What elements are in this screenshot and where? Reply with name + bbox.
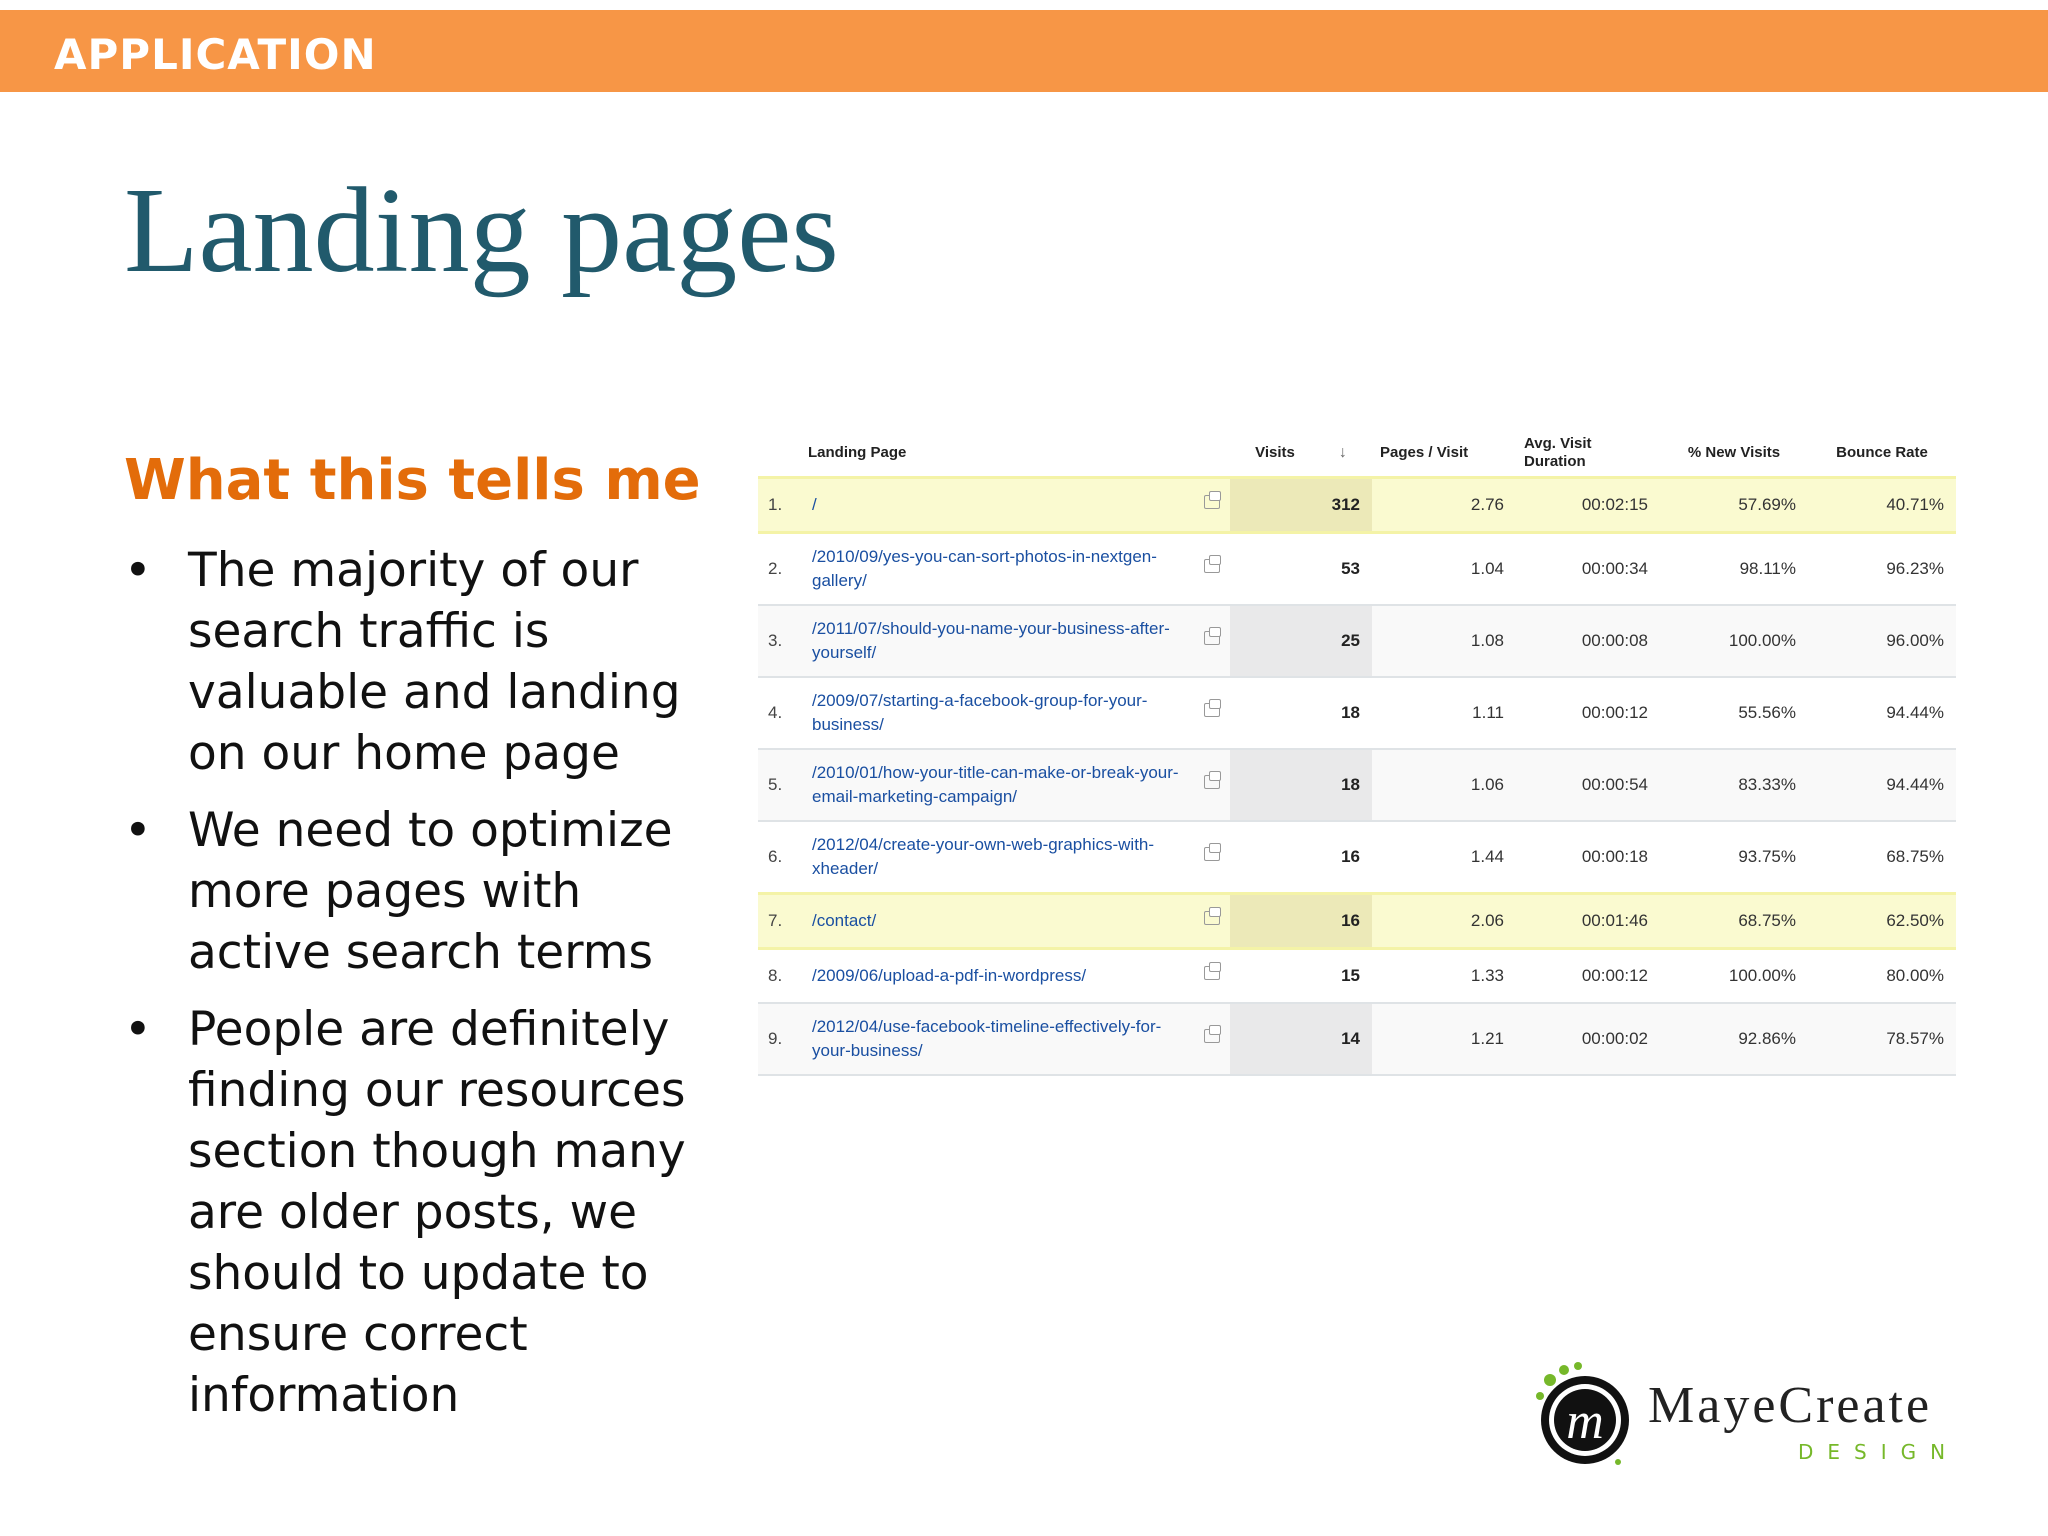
open-external-icon[interactable] xyxy=(1204,495,1220,509)
pages-per-visit-cell: 1.04 xyxy=(1372,533,1516,606)
open-external-icon[interactable] xyxy=(1204,703,1220,717)
column-header-landing-page[interactable]: Landing Page xyxy=(808,444,907,461)
slide-title: Landing pages xyxy=(124,163,839,298)
visits-cell: 14 xyxy=(1230,1003,1372,1075)
table-header-row xyxy=(758,430,1956,478)
open-external-icon[interactable] xyxy=(1204,911,1220,925)
table-row[interactable] xyxy=(758,533,1956,606)
visits-cell: 16 xyxy=(1230,821,1372,894)
landing-page-link[interactable] xyxy=(800,894,1230,949)
row-index: 7. xyxy=(758,894,800,949)
visits-cell: 18 xyxy=(1230,749,1372,821)
pages-per-visit-cell: 1.08 xyxy=(1372,605,1516,677)
landing-page-link[interactable] xyxy=(800,949,1230,1004)
landing-page-link[interactable] xyxy=(800,1003,1230,1075)
bounce-rate-cell: 94.44% xyxy=(1808,677,1956,749)
table-row[interactable] xyxy=(758,677,1956,749)
column-header-index xyxy=(758,430,800,478)
bounce-rate-cell: 80.00% xyxy=(1808,949,1956,1004)
open-external-icon[interactable] xyxy=(1204,847,1220,861)
column-header-pages-visit[interactable]: Pages / Visit xyxy=(1380,444,1469,461)
section-label: APPLICATION xyxy=(54,30,377,79)
logo-wordmark: MayeCreate xyxy=(1648,1377,1933,1434)
company-logo xyxy=(1530,1358,1970,1468)
bounce-rate-cell: 40.71% xyxy=(1808,478,1956,533)
pages-per-visit-cell: 2.76 xyxy=(1372,478,1516,533)
column-header-avg-visit-duration[interactable]: Avg. Visit Duration xyxy=(1524,435,1592,470)
open-external-icon[interactable] xyxy=(1204,1029,1220,1043)
pages-per-visit-cell: 2.06 xyxy=(1372,894,1516,949)
avg-duration-cell: 00:00:08 xyxy=(1516,605,1660,677)
column-header-visits-label: Visits xyxy=(1255,444,1295,461)
pages-per-visit-cell: 1.21 xyxy=(1372,1003,1516,1075)
landing-page-link[interactable] xyxy=(800,533,1230,606)
row-index: 1. xyxy=(758,478,800,533)
row-index: 4. xyxy=(758,677,800,749)
row-index: 3. xyxy=(758,605,800,677)
landing-page-link[interactable] xyxy=(800,478,1230,533)
table-row[interactable] xyxy=(758,1003,1956,1075)
visits-cell: 18 xyxy=(1230,677,1372,749)
bullet-item: • The majority of our search traffic is valuable and landing on our home page xyxy=(124,540,724,784)
landing-page-path[interactable]: /2011/07/should-you-name-your-business-after-yourself/ xyxy=(812,619,1170,662)
table-body xyxy=(758,478,1956,1076)
avg-duration-cell: 00:00:12 xyxy=(1516,949,1660,1004)
pages-per-visit-cell: 1.06 xyxy=(1372,749,1516,821)
logo-tagline: DESIGN xyxy=(1798,1440,1960,1464)
avg-duration-cell: 00:00:54 xyxy=(1516,749,1660,821)
visits-cell: 53 xyxy=(1230,533,1372,606)
avg-duration-cell: 00:00:02 xyxy=(1516,1003,1660,1075)
visits-cell: 15 xyxy=(1230,949,1372,1004)
landing-page-path[interactable]: /contact/ xyxy=(812,911,877,930)
open-external-icon[interactable] xyxy=(1204,966,1220,980)
new-visits-cell: 100.00% xyxy=(1660,949,1808,1004)
landing-page-link[interactable] xyxy=(800,749,1230,821)
landing-page-path[interactable]: /2010/09/yes-you-can-sort-photos-in-nextgen-gallery/ xyxy=(812,547,1157,590)
bounce-rate-cell: 96.23% xyxy=(1808,533,1956,606)
landing-page-link[interactable] xyxy=(800,821,1230,894)
landing-page-path[interactable]: /2012/04/create-your-own-web-graphics-with-xheader/ xyxy=(812,835,1155,878)
row-index: 2. xyxy=(758,533,800,606)
landing-page-path[interactable]: /2012/04/use-facebook-timeline-effectively-for-your-business/ xyxy=(812,1017,1162,1060)
svg-text:m: m xyxy=(1566,1393,1604,1450)
table-row[interactable] xyxy=(758,605,1956,677)
landing-page-path[interactable]: /2009/06/upload-a-pdf-in-wordpress/ xyxy=(812,966,1087,985)
table-row[interactable] xyxy=(758,949,1956,1004)
landing-page-path[interactable]: / xyxy=(812,495,817,514)
open-external-icon[interactable] xyxy=(1204,631,1220,645)
table-row[interactable] xyxy=(758,478,1956,533)
logo-mark-icon xyxy=(1530,1358,1640,1468)
new-visits-cell: 57.69% xyxy=(1660,478,1808,533)
bounce-rate-cell: 78.57% xyxy=(1808,1003,1956,1075)
visits-cell: 312 xyxy=(1230,478,1372,533)
bounce-rate-cell: 68.75% xyxy=(1808,821,1956,894)
table-row[interactable] xyxy=(758,749,1956,821)
bullet-list xyxy=(124,540,724,1442)
new-visits-cell: 55.56% xyxy=(1660,677,1808,749)
table-row[interactable] xyxy=(758,821,1956,894)
column-header-new-visits[interactable]: % New Visits xyxy=(1687,444,1781,461)
avg-duration-cell: 00:00:18 xyxy=(1516,821,1660,894)
open-external-icon[interactable] xyxy=(1204,775,1220,789)
sort-descending-icon[interactable]: ↓ xyxy=(1338,444,1347,461)
bullet-item: • We need to optimize more pages with active search terms xyxy=(124,800,724,983)
landing-page-path[interactable]: /2009/07/starting-a-facebook-group-for-your-business/ xyxy=(812,691,1148,734)
avg-duration-cell: 00:01:46 xyxy=(1516,894,1660,949)
bounce-rate-cell: 96.00% xyxy=(1808,605,1956,677)
visits-cell: 25 xyxy=(1230,605,1372,677)
new-visits-cell: 93.75% xyxy=(1660,821,1808,894)
avg-duration-cell: 00:00:12 xyxy=(1516,677,1660,749)
sub-heading: What this tells me xyxy=(124,448,701,513)
new-visits-cell: 68.75% xyxy=(1660,894,1808,949)
new-visits-cell: 100.00% xyxy=(1660,605,1808,677)
landing-page-link[interactable] xyxy=(800,605,1230,677)
landing-page-path[interactable]: /2010/01/how-your-title-can-make-or-break-your-email-marketing-campaign/ xyxy=(812,763,1179,806)
landing-page-link[interactable] xyxy=(800,677,1230,749)
table-row[interactable] xyxy=(758,894,1956,949)
visits-cell: 16 xyxy=(1230,894,1372,949)
row-index: 6. xyxy=(758,821,800,894)
open-external-icon[interactable] xyxy=(1204,559,1220,573)
bounce-rate-cell: 94.44% xyxy=(1808,749,1956,821)
row-index: 9. xyxy=(758,1003,800,1075)
new-visits-cell: 98.11% xyxy=(1660,533,1808,606)
row-index: 5. xyxy=(758,749,800,821)
bounce-rate-cell: 62.50% xyxy=(1808,894,1956,949)
column-header-visits[interactable] xyxy=(1230,430,1372,478)
avg-duration-cell: 00:02:15 xyxy=(1516,478,1660,533)
landing-pages-table xyxy=(758,430,1956,1076)
pages-per-visit-cell: 1.33 xyxy=(1372,949,1516,1004)
row-index: 8. xyxy=(758,949,800,1004)
new-visits-cell: 83.33% xyxy=(1660,749,1808,821)
pages-per-visit-cell: 1.44 xyxy=(1372,821,1516,894)
new-visits-cell: 92.86% xyxy=(1660,1003,1808,1075)
avg-duration-cell: 00:00:34 xyxy=(1516,533,1660,606)
bullet-item: • People are definitely finding our resources section though many are older posts, we should to update to ensure correct information xyxy=(124,999,724,1426)
column-header-bounce-rate[interactable]: Bounce Rate xyxy=(1836,444,1928,461)
pages-per-visit-cell: 1.11 xyxy=(1372,677,1516,749)
